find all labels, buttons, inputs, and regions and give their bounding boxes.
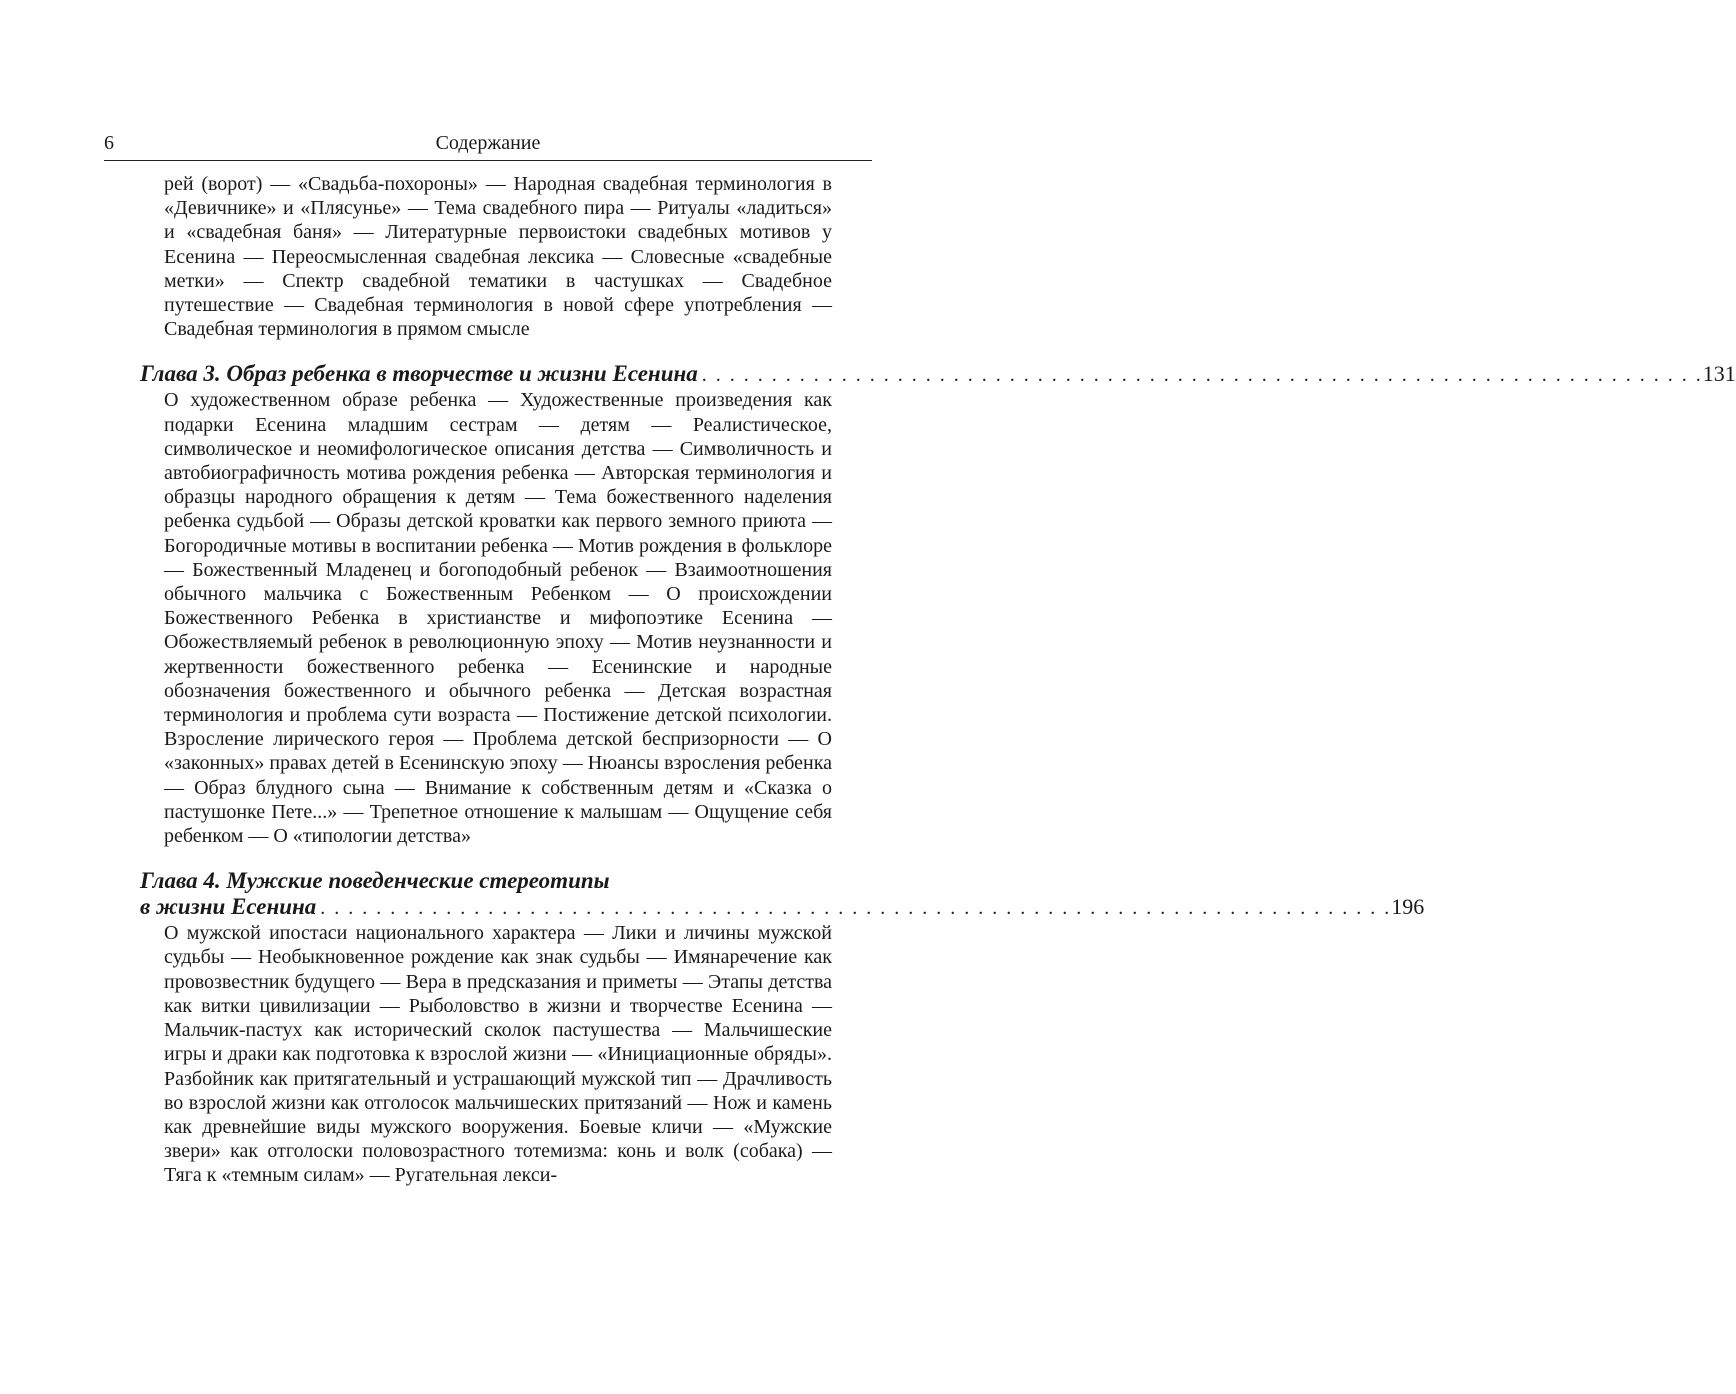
chapter-3-title: Глава 3. Образ ребенка в творчестве и жизни Есенина — [140, 361, 698, 387]
toc-entry-chapter-3 — [140, 361, 1736, 848]
dot-leader: . . . . . . . . . . . . . . . . . . . . . . . . . . . . . . . . . . . . . . . . . . . . . . . . . . . . . . . . . . . . . . . . . . . . . . . . — [701, 364, 1703, 387]
chapter-4-summary: О мужской ипостаси национального характера — Лики и личины мужской судьбы — Необыкновенное рождение как знак судьбы — Имянаречение как провозвестник будущего — Вера в предсказания и приметы — Этапы детства как витки цивилизации — Рыболовство в жизни и творчестве Есенина — Мальчик-пастух как исторический сколок пастушества — Мальчишеские игры и драки как подготовка к взрослой жизни — «Инициационные обряды». Разбойник как притягательный и устрашающий мужской тип — Драчливость во взрослой жизни как отголосок мальчишеских притязаний — Нож и камень как древнейшие виды мужского вооружения. Боевые кличи — «Мужские звери» как отголоски половозрастного тотемизма: конь и волк (собака) — Тяга к «темным силам» — Ругательная лекси- — [164, 922, 832, 1187]
dot-leader: . . . . . . . . . . . . . . . . . . . . . . . . . . . . . . . . . . . . . . . . . . . . . . . . . . . . . . . . . . . . . . . . . . . . . . . . . . . . . — [320, 897, 1392, 920]
chapter-4-title-line2: в жизни Есенина — [140, 894, 317, 920]
chapter-3-page: 131 — [1702, 361, 1736, 387]
chapter-3-summary: О художественном образе ребенка — Художественные произведения как подарки Есенина младшим сестрам — детям — Реалистическое, символическое и неомифологическое описания детства — Символичность и автобиографичность мотива рождения ребенка — Авторская терминология и образцы народного обращения к детям — Тема божественного наделения ребенка судьбой — Образы детской кроватки как первого земного приюта — Богородичные мотивы в воспитании ребенка — Мотив рождения в фольклоре — Божественный Младенец и богоподобный ребенок — Взаимоотношения обычного мальчика с Божественным Ребенком — О происхождении Божественного Ребенка в христианстве и мифопоэтике Есенина — Обожествляемый ребенок в революционную эпоху — Мотив неузнанности и жертвенности божественного ребенка — Есенинские и народные обозначения божественного и обычного ребенка — Детская возрастная терминология и проблема сути возраста — Постижение детской психологии. Взросление лирического героя — Проблема детской беспризорности — О «законных» правах детей в Есенинскую эпоху — Нюансы взросления ребенка — Образ блудного сына — Внимание к собственным детям и «Сказка о пастушонке Пете...» — Трепетное отношение к малышам — Ощущение себя ребенком — О «типологии детства» — [164, 389, 832, 848]
chapter-3-heading-row — [140, 361, 1736, 388]
toc-entry-chapter-4 — [140, 868, 1425, 1187]
running-title: Содержание — [435, 132, 541, 154]
chapter-4-heading-row — [140, 894, 1425, 921]
page-number: 6 — [104, 132, 114, 154]
chapter-4-page: 196 — [1391, 894, 1425, 920]
toc-body — [140, 172, 1736, 1188]
continued-summary: рей (ворот) — «Свадьба-похороны» — Народная свадебная терминология в «Девичнике» и «Плясунье» — Тема свадебного пира — Ритуалы «ладиться» и «свадебная баня» — Литературные первоистоки свадебных мотивов у Есенина — Переосмысленная свадебная лексика — Словесные «свадебные метки» — Спектр свадебной тематики в частушках — Свадебное путешествие — Свадебная терминология в новой сфере употребления — Свадебная терминология в прямом смысле — [164, 173, 832, 341]
chapter-4-title-line1: Глава 4. Мужские поведенческие стереотипы — [140, 868, 610, 894]
page-header — [104, 128, 872, 161]
